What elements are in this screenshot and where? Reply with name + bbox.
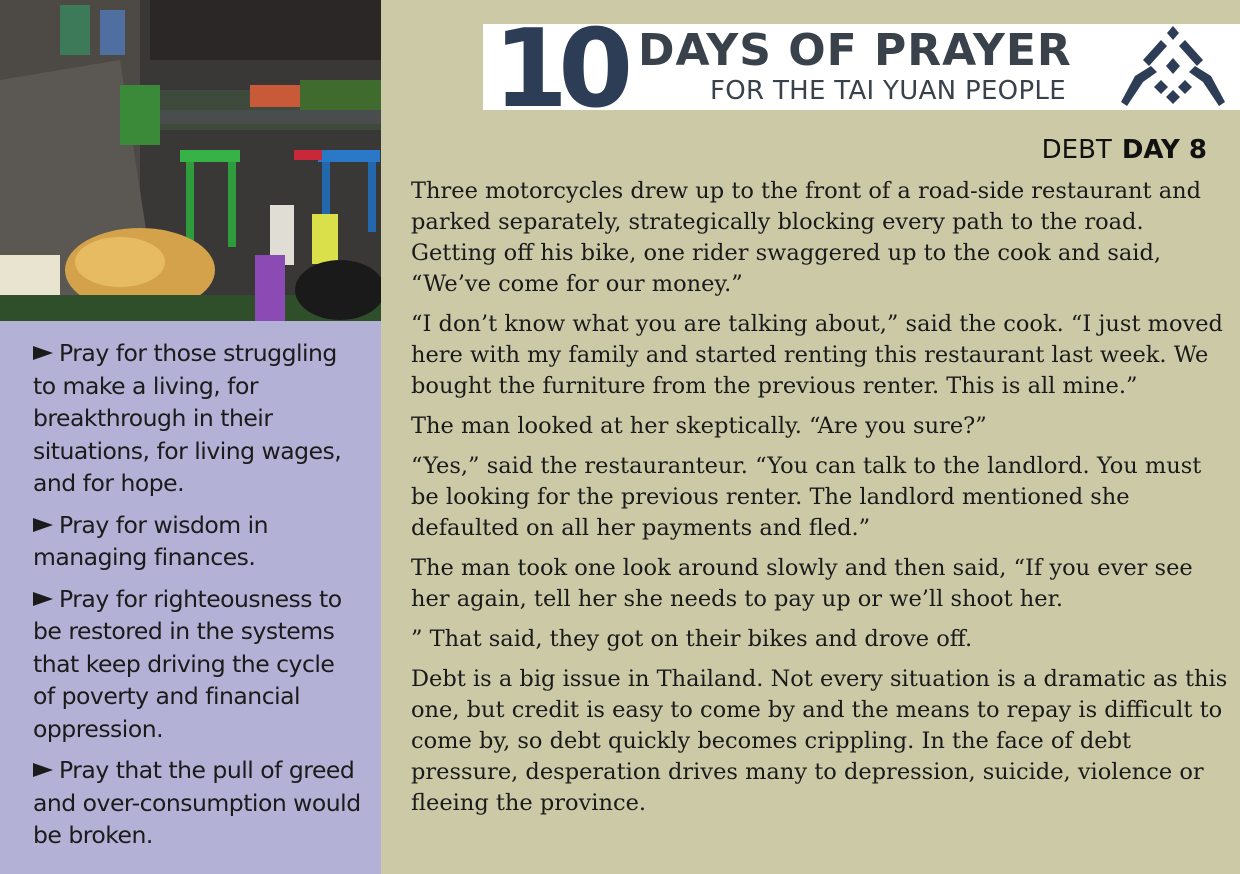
story-text — [411, 176, 1231, 828]
story-paragraph: The man looked at her skeptically. “Are you sure?” — [411, 413, 987, 439]
day-label: DAY 8 — [1121, 135, 1207, 165]
story-paragraph: Debt is a big issue in Thailand. Not every situation is a dramatic as this one, but credit is easy to come by and the means to repay is difficult to come by, so debt quickly becomes crippling. In the face of debt pressure, desperation drives many to depression, suicide, violence or fleeing the province. — [411, 666, 1228, 816]
arrow-right-icon — [33, 592, 53, 606]
prayer-text: Pray for wisdom in managing finances. — [33, 510, 269, 571]
banner-subtitle: FOR THE TAI YUAN PEOPLE — [710, 76, 1066, 106]
prayer-item — [33, 583, 361, 746]
day-count-number: 10 — [493, 7, 624, 132]
story-paragraph: Three motorcycles drew up to the front of a road-side restaurant and parked separately, strategically blocking every path to the road. Getting off his bike, one rider swaggered up to the cook and said, “We’ve come for our money.” — [411, 178, 1202, 297]
prayer-text: Pray for those struggling to make a living, for breakthrough in their situations, for living wages, and for hope. — [33, 339, 342, 497]
story-paragraph: “I don’t know what you are talking about,” said the cook. “I just moved here with my family and started renting this restaurant last week. We bought the furniture from the previous renter. This is all mine.” — [411, 311, 1223, 399]
banner-title: DAYS OF PRAYER — [638, 25, 1072, 76]
market-street-photo — [0, 0, 381, 321]
prayer-item — [33, 337, 361, 500]
prayer-item — [33, 509, 361, 574]
story-paragraph: ” That said, they got on their bikes and drove off. — [411, 626, 973, 652]
prayer-text: Pray for righteousness to be restored in the systems that keep driving the cycle of poverty and financial oppression. — [33, 584, 342, 743]
prayer-list — [0, 321, 381, 874]
prayer-item — [33, 754, 361, 852]
topic-label: DEBT — [1041, 135, 1112, 165]
day-header — [1042, 134, 1207, 166]
prayer-text: Pray that the pull of greed and over-consumption would be broken. — [33, 756, 361, 849]
arrow-right-icon — [33, 763, 53, 777]
arrow-right-icon — [33, 518, 53, 532]
story-paragraph: The man took one look around slowly and then said, “If you ever see her again, tell her she needs to pay up or we’ll shoot her. — [411, 555, 1193, 612]
tai-yuan-emblem-icon — [1121, 26, 1225, 108]
story-paragraph: “Yes,” said the restauranteur. “You can talk to the landlord. You must be looking for the previous renter. The landlord mentioned she defaulted on all her payments and fled.” — [411, 453, 1202, 541]
title-banner — [483, 7, 1240, 132]
arrow-right-icon — [33, 346, 53, 360]
